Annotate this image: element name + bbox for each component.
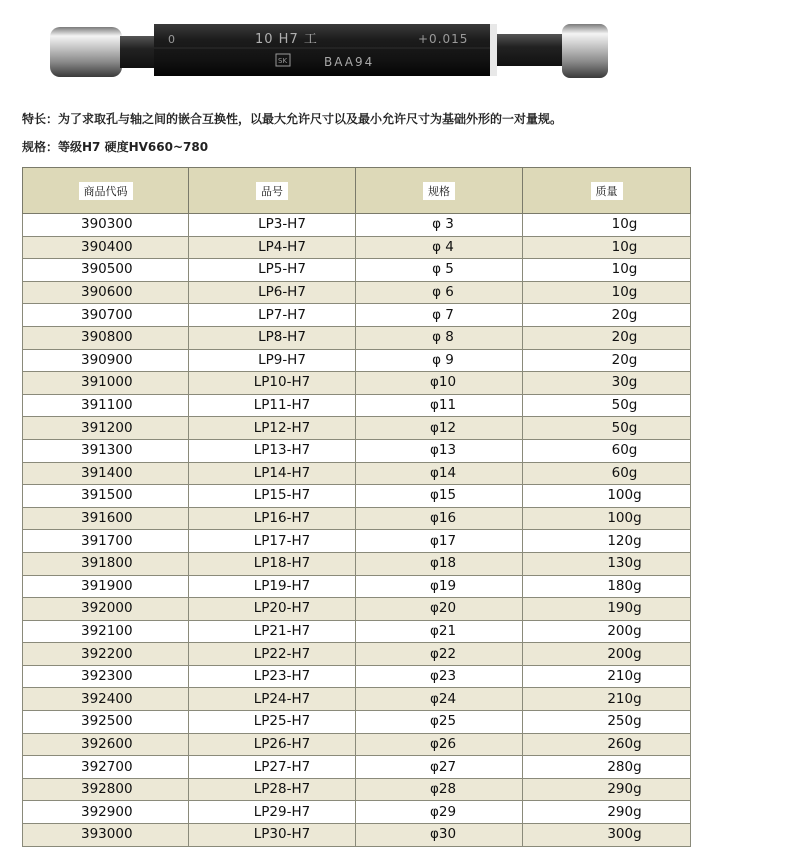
cell-product-code: 391500 (23, 485, 189, 508)
cell-product-code: 391400 (23, 462, 189, 485)
cell-model: LP25-H7 (189, 711, 356, 734)
left-neck (120, 36, 156, 68)
cell-spec: φ18 (356, 552, 523, 575)
cell-spec: φ28 (356, 778, 523, 801)
cell-mass: 180g (523, 575, 691, 598)
table-row (23, 756, 691, 779)
cell-mass: 130g (523, 552, 691, 575)
table-row (23, 665, 691, 688)
cell-spec: φ24 (356, 688, 523, 711)
table-body (23, 214, 691, 847)
table-row (23, 643, 691, 666)
cell-mass: 10g (523, 259, 691, 282)
cell-mass: 290g (523, 778, 691, 801)
cell-spec: φ15 (356, 485, 523, 508)
product-image (0, 0, 640, 100)
cell-mass: 60g (523, 462, 691, 485)
cell-product-code: 390500 (23, 259, 189, 282)
header-product-code: 商品代码 (23, 168, 189, 214)
cell-model: LP7-H7 (189, 304, 356, 327)
table-row (23, 236, 691, 259)
cell-product-code: 392200 (23, 643, 189, 666)
cell-model: LP21-H7 (189, 620, 356, 643)
cell-model: LP20-H7 (189, 598, 356, 621)
right-neck (497, 34, 565, 66)
marking-center: 10 H7 工 (255, 32, 318, 47)
cell-model: LP6-H7 (189, 281, 356, 304)
marking-left: 0 (168, 33, 175, 46)
table-row (23, 507, 691, 530)
table-row (23, 530, 691, 553)
cell-spec: φ21 (356, 620, 523, 643)
table-row (23, 620, 691, 643)
header-model: 品号 (189, 168, 356, 214)
cell-product-code: 391600 (23, 507, 189, 530)
cell-mass: 10g (523, 214, 691, 237)
cell-model: LP8-H7 (189, 326, 356, 349)
cell-spec: φ19 (356, 575, 523, 598)
table-row (23, 214, 691, 237)
cell-product-code: 390300 (23, 214, 189, 237)
cell-model: LP12-H7 (189, 417, 356, 440)
cell-mass: 250g (523, 711, 691, 734)
cell-mass: 20g (523, 304, 691, 327)
cell-product-code: 392400 (23, 688, 189, 711)
cell-spec: φ 6 (356, 281, 523, 304)
cell-spec: φ 3 (356, 214, 523, 237)
table-row (23, 349, 691, 372)
table-row (23, 778, 691, 801)
cell-mass: 20g (523, 326, 691, 349)
cell-product-code: 392900 (23, 801, 189, 824)
cell-mass: 300g (523, 824, 691, 847)
cell-product-code: 392300 (23, 665, 189, 688)
cell-model: LP11-H7 (189, 394, 356, 417)
cell-model: LP10-H7 (189, 372, 356, 395)
cell-product-code: 391000 (23, 372, 189, 395)
header-spec: 规格 (356, 168, 523, 214)
cell-mass: 50g (523, 394, 691, 417)
features-text: 特长：为了求取孔与轴之间的嵌合互换性，以最大允许尺寸以及最小允许尺寸为基础外形的一对量规。 (22, 112, 563, 126)
cell-spec: φ20 (356, 598, 523, 621)
cell-mass: 30g (523, 372, 691, 395)
cell-model: LP18-H7 (189, 552, 356, 575)
cell-product-code: 392100 (23, 620, 189, 643)
table-row (23, 711, 691, 734)
cell-model: LP3-H7 (189, 214, 356, 237)
cell-spec: φ22 (356, 643, 523, 666)
cell-spec: φ23 (356, 665, 523, 688)
table-row (23, 259, 691, 282)
marking-serial: BAA94 (324, 55, 375, 69)
cell-product-code: 390600 (23, 281, 189, 304)
table-row (23, 733, 691, 756)
table-row (23, 417, 691, 440)
go-plug (50, 27, 122, 77)
table-row (23, 439, 691, 462)
cell-mass: 120g (523, 530, 691, 553)
cell-model: LP13-H7 (189, 439, 356, 462)
table-row (23, 372, 691, 395)
spec-table (22, 167, 691, 847)
cell-model: LP27-H7 (189, 756, 356, 779)
cell-mass: 100g (523, 507, 691, 530)
table-row (23, 394, 691, 417)
cell-model: LP19-H7 (189, 575, 356, 598)
cell-mass: 200g (523, 620, 691, 643)
table-row (23, 281, 691, 304)
cell-mass: 10g (523, 281, 691, 304)
cell-product-code: 392600 (23, 733, 189, 756)
table-row (23, 304, 691, 327)
cell-model: LP4-H7 (189, 236, 356, 259)
cell-product-code: 392700 (23, 756, 189, 779)
table-row (23, 485, 691, 508)
cell-product-code: 391300 (23, 439, 189, 462)
cell-spec: φ27 (356, 756, 523, 779)
cell-spec: φ 4 (356, 236, 523, 259)
cell-mass: 100g (523, 485, 691, 508)
cell-product-code: 391900 (23, 575, 189, 598)
cell-mass: 190g (523, 598, 691, 621)
cell-mass: 50g (523, 417, 691, 440)
cell-product-code: 392800 (23, 778, 189, 801)
cell-spec: φ30 (356, 824, 523, 847)
cell-model: LP22-H7 (189, 643, 356, 666)
cell-mass: 210g (523, 688, 691, 711)
cell-spec: φ14 (356, 462, 523, 485)
cell-spec: φ10 (356, 372, 523, 395)
header-mass: 质量 (523, 168, 691, 214)
table-row (23, 824, 691, 847)
table-row (23, 688, 691, 711)
table-row (23, 326, 691, 349)
cell-model: LP30-H7 (189, 824, 356, 847)
cell-mass: 290g (523, 801, 691, 824)
cell-product-code: 391100 (23, 394, 189, 417)
cell-product-code: 393000 (23, 824, 189, 847)
cell-spec: φ13 (356, 439, 523, 462)
cell-model: LP17-H7 (189, 530, 356, 553)
marking-right: +0.015 (418, 32, 469, 46)
cell-model: LP23-H7 (189, 665, 356, 688)
cell-mass: 10g (523, 236, 691, 259)
cell-mass: 260g (523, 733, 691, 756)
cell-spec: φ16 (356, 507, 523, 530)
cell-spec: φ 5 (356, 259, 523, 282)
cell-model: LP15-H7 (189, 485, 356, 508)
cell-product-code: 392500 (23, 711, 189, 734)
plug-gauge-illustration (0, 0, 640, 100)
table-row (23, 462, 691, 485)
table-row (23, 801, 691, 824)
cell-spec: φ25 (356, 711, 523, 734)
cell-model: LP5-H7 (189, 259, 356, 282)
cell-spec: φ11 (356, 394, 523, 417)
cell-model: LP26-H7 (189, 733, 356, 756)
cell-mass: 20g (523, 349, 691, 372)
cell-spec: φ29 (356, 801, 523, 824)
cell-spec: φ 9 (356, 349, 523, 372)
cell-spec: φ26 (356, 733, 523, 756)
cell-model: LP9-H7 (189, 349, 356, 372)
cell-model: LP14-H7 (189, 462, 356, 485)
cell-spec: φ 8 (356, 326, 523, 349)
cell-product-code: 390800 (23, 326, 189, 349)
cell-product-code: 391200 (23, 417, 189, 440)
cell-spec: φ17 (356, 530, 523, 553)
logo-text: SK (278, 57, 288, 65)
white-band (490, 24, 497, 76)
cell-product-code: 390900 (23, 349, 189, 372)
cell-model: LP28-H7 (189, 778, 356, 801)
cell-mass: 210g (523, 665, 691, 688)
cell-model: LP24-H7 (189, 688, 356, 711)
cell-spec: φ 7 (356, 304, 523, 327)
cell-model: LP29-H7 (189, 801, 356, 824)
cell-mass: 200g (523, 643, 691, 666)
cell-product-code: 390700 (23, 304, 189, 327)
table-row (23, 575, 691, 598)
cell-product-code: 391700 (23, 530, 189, 553)
cell-mass: 280g (523, 756, 691, 779)
specification-text: 规格：等级H7 硬度HV660~780 (22, 140, 209, 154)
cell-spec: φ12 (356, 417, 523, 440)
cell-product-code: 392000 (23, 598, 189, 621)
table-row (23, 598, 691, 621)
cell-model: LP16-H7 (189, 507, 356, 530)
table-row (23, 552, 691, 575)
cell-product-code: 391800 (23, 552, 189, 575)
cell-product-code: 390400 (23, 236, 189, 259)
cell-mass: 60g (523, 439, 691, 462)
table-header-row (23, 168, 691, 214)
nogo-plug (562, 24, 608, 78)
